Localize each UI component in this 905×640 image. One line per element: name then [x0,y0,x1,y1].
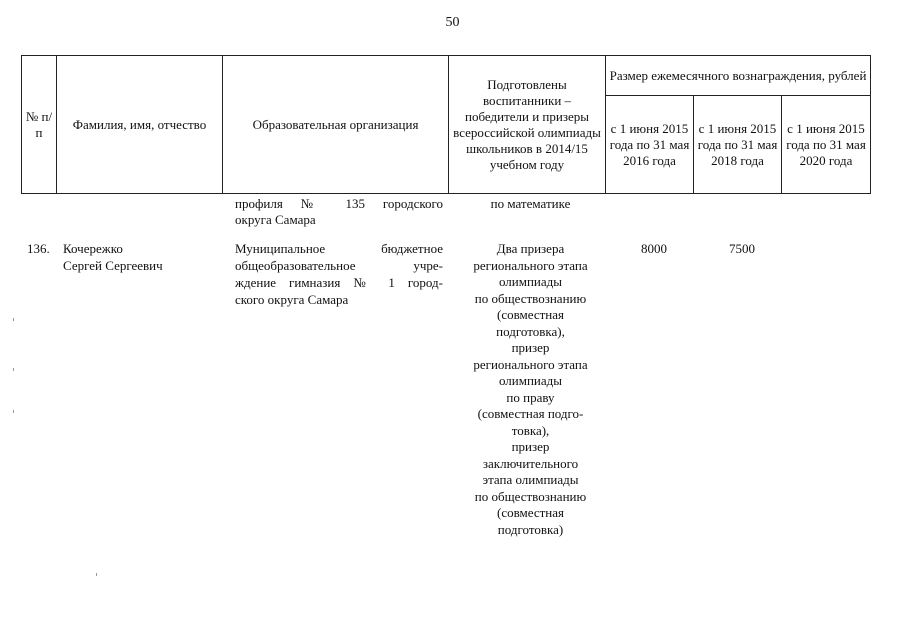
prepared-line: заключительного [482,455,579,471]
row-org-line-1: Муниципальное бюджетное [235,241,443,256]
header-period-1: с 1 июня 2015 года по 31 мая 2016 года [606,96,694,194]
prepared-line: подготовка) [497,521,564,537]
prepared-line: призер [511,340,550,355]
row-org-line-4: ского округа Самара [235,292,349,307]
prepared-line: товка), [511,422,550,438]
page-number: 50 [445,15,460,30]
scan-speck [13,318,14,321]
header-period-2: с 1 июня 2015 года по 31 мая 2018 года [694,96,782,194]
prepared-line: призер [511,439,550,454]
prepared-line: подготовка), [496,323,565,339]
row-prepared-description [452,241,609,538]
continuation-prepared: по математике [490,196,571,211]
row-name-line-1: Кочережко [63,241,123,256]
row-number: 136. [27,241,50,256]
header-reward: Размер ежемесячного вознаграждения, рублей [606,56,871,96]
row-name-line-2: Сергей Сергеевич [63,258,163,273]
header-num: № п/п [22,56,57,194]
row-org-line-3: ждение гимназия № 1 город- [235,275,443,290]
header-org: Образовательная организация [223,56,449,194]
header-prepared: Подготовлены воспитанники – победители и призеры всероссийской олимпиады школьников в 2014/15 учебном году [449,56,606,194]
prepared-line: регионального этапа [473,257,588,273]
prepared-line: (совместная подго- [477,406,584,421]
continuation-org-line-1: профиля № 135 городского [235,196,443,211]
scan-speck [13,410,14,413]
prepared-line: (совместная [497,307,564,322]
row-amount-period-1: 8000 [641,241,667,256]
scan-speck [96,573,97,576]
row-amount-period-2: 7500 [729,241,755,256]
prepared-line: олимпиады [498,274,563,289]
prepared-line: Два призера [496,241,565,256]
prepared-line: этапа олимпиады [482,472,579,487]
prepared-line: по обществознанию [474,488,587,504]
header-period-3: с 1 июня 2015 года по 31 мая 2020 года [782,96,871,194]
prepared-line: по праву [506,389,555,405]
prepared-line: олимпиады [498,373,563,388]
prepared-line: регионального этапа [473,356,588,372]
row-org-line-2: общеобразовательное учре- [235,258,443,273]
prepared-line: по обществознанию [474,290,587,306]
header-name: Фамилия, имя, отчество [57,56,223,194]
prepared-line: (совместная [497,505,564,520]
scan-speck [13,368,14,371]
continuation-org-line-2: округа Самара [235,212,316,227]
table-header [21,55,871,194]
